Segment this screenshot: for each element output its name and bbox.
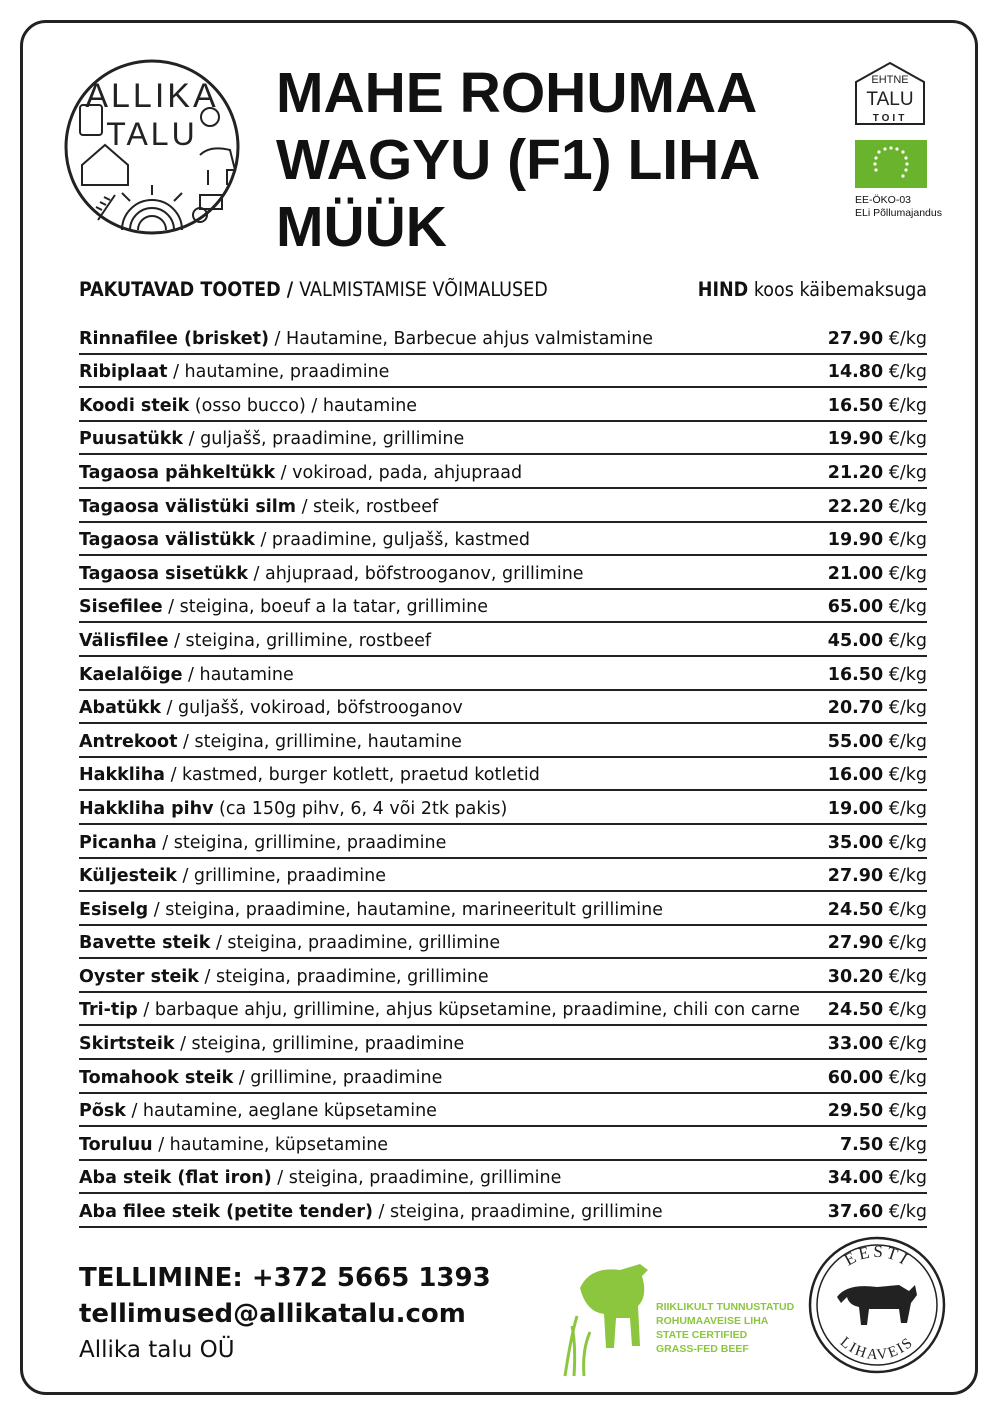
product-cell — [79, 665, 294, 685]
price-unit: €/kg — [883, 966, 927, 987]
column-headers — [79, 278, 927, 308]
options-label: VALMISTAMISE VÕIMALUSED — [299, 278, 548, 301]
product-price: 24.50 — [827, 1000, 884, 1021]
product-options: / steigina, boeuf a la tatar, grillimine — [162, 597, 488, 618]
table-row — [79, 590, 927, 624]
table-row — [79, 657, 927, 691]
price-cell — [828, 597, 927, 617]
contact-block — [79, 1260, 491, 1368]
table-row — [79, 1094, 927, 1128]
table-row — [79, 455, 927, 489]
logo-text-talu: TALU — [106, 116, 198, 152]
allika-talu-logo — [60, 45, 245, 250]
table-row — [79, 825, 927, 859]
product-cell — [79, 463, 522, 483]
table-row — [79, 523, 927, 557]
badge-talu: TALU — [866, 89, 914, 110]
product-options: / grillimine, praadimine — [176, 866, 387, 887]
product-options: / guljašš, vokiroad, böfstrooganov — [160, 698, 463, 719]
page-title — [276, 60, 796, 261]
grass-fed-label — [656, 1300, 794, 1356]
product-name: Tagaosa välistüki silm — [79, 496, 296, 517]
svg-text:EESTI — [841, 1242, 914, 1270]
price-unit: €/kg — [883, 866, 927, 887]
price-unit: €/kg — [883, 1034, 927, 1055]
product-options: / guljašš, praadimine, grillimine — [183, 429, 465, 450]
product-price: 19.90 — [827, 530, 884, 551]
price-header — [698, 278, 927, 301]
product-cell — [79, 1202, 663, 1222]
price-cell — [828, 1168, 927, 1188]
product-name: Skirtsteik — [79, 1034, 175, 1055]
product-price: 14.80 — [827, 362, 884, 383]
price-unit: €/kg — [883, 1168, 927, 1189]
product-cell — [79, 564, 584, 584]
price-unit: €/kg — [883, 1067, 927, 1088]
product-name: Abatükk — [79, 698, 161, 719]
price-cell — [828, 698, 927, 718]
table-row — [79, 691, 927, 725]
price-unit: €/kg — [883, 933, 927, 954]
price-unit: €/kg — [883, 765, 927, 786]
product-name: Ribiplaat — [79, 362, 168, 383]
product-name: Oyster steik — [79, 966, 199, 987]
price-unit: €/kg — [883, 1000, 927, 1021]
product-options: / grillimine, praadimine — [233, 1067, 443, 1088]
product-options: (osso bucco) / hautamine — [189, 395, 418, 416]
price-cell — [828, 866, 927, 886]
price-unit: €/kg — [883, 798, 927, 819]
product-cell — [79, 362, 389, 382]
product-options: / ahjupraad, böfstrooganov, grillimine — [247, 563, 584, 584]
table-row — [79, 1161, 927, 1195]
product-options: / Hautamine, Barbecue ahjus valmistamine — [268, 328, 654, 349]
title-line-3: MÜÜK — [276, 195, 447, 259]
eco-certification — [855, 194, 942, 220]
product-price: 16.50 — [827, 664, 884, 685]
product-cell — [79, 497, 438, 517]
price-unit: €/kg — [883, 362, 927, 383]
price-cell — [828, 396, 927, 416]
eco-code: EE-ÖKO-03 — [855, 194, 912, 206]
product-price: 34.00 — [827, 1168, 884, 1189]
product-price: 19.00 — [827, 798, 884, 819]
logo-text-allika: ALLIKA — [85, 77, 219, 115]
product-options: / steigina, grillimine, praadimine — [174, 1034, 465, 1055]
product-price: 60.00 — [827, 1067, 884, 1088]
price-unit: €/kg — [883, 1101, 927, 1122]
product-cell — [79, 429, 464, 449]
price-cell — [828, 833, 927, 853]
table-row — [79, 1194, 927, 1228]
product-cell — [79, 1135, 388, 1155]
table-row — [79, 926, 927, 960]
price-cell — [828, 631, 927, 651]
bull-icon — [837, 1285, 917, 1325]
product-name: Hakkliha — [79, 765, 165, 786]
product-options: / hautamine — [182, 664, 294, 685]
table-row — [79, 623, 927, 657]
product-cell — [79, 1034, 464, 1054]
product-name: Välisfilee — [79, 630, 169, 651]
grass-line-2: ROHUMAAVEISE LIHA — [656, 1315, 769, 1327]
grass-line-3: STATE CERTIFIED — [656, 1329, 748, 1341]
product-options: / kastmed, burger kotlett, praetud kotletid — [165, 765, 540, 786]
price-unit: €/kg — [883, 664, 927, 685]
product-options: / steigina, praadimine, hautamine, marineeritult grillimine — [148, 899, 663, 920]
badge-ehtne: EHTNE — [871, 74, 909, 86]
table-row — [79, 355, 927, 389]
price-unit: €/kg — [883, 1134, 927, 1155]
product-price: 35.00 — [827, 832, 884, 853]
price-cell — [828, 429, 927, 449]
product-cell — [79, 967, 489, 987]
product-name: Tri-tip — [79, 1000, 138, 1021]
price-cell — [828, 765, 927, 785]
product-cell — [79, 732, 462, 752]
product-name: Tagaosa välistükk — [79, 530, 255, 551]
product-options: / hautamine, aeglane küpsetamine — [125, 1101, 437, 1122]
product-name: Koodi steik — [79, 395, 190, 416]
product-price: 30.20 — [827, 966, 884, 987]
table-row — [79, 1026, 927, 1060]
price-cell — [828, 1068, 927, 1088]
price-cell — [828, 933, 927, 953]
product-price: 33.00 — [827, 1034, 884, 1055]
price-cell — [840, 1135, 927, 1155]
product-name: Sisefilee — [79, 597, 163, 618]
price-cell — [828, 497, 927, 517]
price-cell — [828, 1101, 927, 1121]
price-list — [79, 321, 927, 1228]
product-price: 45.00 — [827, 630, 884, 651]
price-unit: €/kg — [883, 429, 927, 450]
company-name: Allika talu OÜ — [79, 1337, 235, 1363]
eco-org: ELi Põllumajandus — [855, 207, 942, 219]
price-unit: €/kg — [883, 899, 927, 920]
table-row — [79, 724, 927, 758]
product-price: 22.20 — [827, 496, 884, 517]
price-cell — [828, 530, 927, 550]
product-price: 65.00 — [827, 597, 884, 618]
product-cell — [79, 799, 507, 819]
product-price: 19.90 — [827, 429, 884, 450]
price-cell — [828, 1000, 927, 1020]
product-name: Puusatükk — [79, 429, 184, 450]
table-row — [79, 859, 927, 893]
product-options: / praadimine, guljašš, kastmed — [254, 530, 531, 551]
price-unit: €/kg — [883, 395, 927, 416]
product-cell — [79, 1101, 437, 1121]
price-cell — [828, 900, 927, 920]
order-email[interactable]: tellimused@allikatalu.com — [79, 1299, 466, 1329]
table-row — [79, 959, 927, 993]
price-unit: €/kg — [883, 530, 927, 551]
product-name: Tagaosa sisetükk — [79, 563, 248, 584]
product-options: / hautamine, praadimine — [167, 362, 390, 383]
table-row — [79, 422, 927, 456]
price-cell — [828, 362, 927, 382]
price-cell — [828, 564, 927, 584]
product-name: Bavette steik — [79, 933, 211, 954]
table-row — [79, 321, 927, 355]
price-cell — [828, 1034, 927, 1054]
product-name: Picanha — [79, 832, 157, 853]
product-price: 24.50 — [827, 899, 884, 920]
product-cell — [79, 631, 431, 651]
product-price: 27.90 — [827, 933, 884, 954]
table-row — [79, 1127, 927, 1161]
product-name: Antrekoot — [79, 731, 178, 752]
price-cell — [828, 732, 927, 752]
product-cell — [79, 866, 386, 886]
product-name: Tomahook steik — [79, 1067, 234, 1088]
seal-bottom-text: LIHAVEIS — [836, 1334, 918, 1364]
product-options: (ca 150g pihv, 6, 4 või 2tk pakis) — [213, 798, 508, 819]
product-price: 55.00 — [827, 731, 884, 752]
price-unit: €/kg — [883, 630, 927, 651]
product-name: Põsk — [79, 1101, 126, 1122]
table-row — [79, 993, 927, 1027]
product-cell — [79, 698, 463, 718]
product-options: / steigina, grillimine, praadimine — [156, 832, 447, 853]
cow-icon — [200, 148, 235, 185]
price-unit: €/kg — [883, 832, 927, 853]
product-name: Esiselg — [79, 899, 149, 920]
product-options: / steigina, grillimine, hautamine — [177, 731, 462, 752]
product-options: / steik, rostbeef — [296, 496, 439, 517]
price-cell — [828, 463, 927, 483]
table-row — [79, 489, 927, 523]
product-options: / steigina, praadimine, grillimine — [198, 966, 489, 987]
product-options: / steigina, praadimine, grillimine — [372, 1202, 663, 1223]
seal-top-text: EESTI — [840, 1241, 914, 1270]
product-name: Hakkliha pihv — [79, 798, 214, 819]
product-price: 37.60 — [827, 1202, 884, 1223]
product-name: Küljesteik — [79, 866, 177, 887]
price-label: HIND — [697, 278, 749, 301]
table-row — [79, 388, 927, 422]
price-cell — [828, 665, 927, 685]
title-line-2: WAGYU (F1) LIHA — [276, 128, 761, 192]
grass-line-4: GRASS-FED BEEF — [656, 1343, 749, 1355]
product-price: 29.50 — [827, 1101, 884, 1122]
product-cell — [79, 329, 653, 349]
product-options: / vokiroad, pada, ahjupraad — [275, 462, 523, 483]
table-row — [79, 758, 927, 792]
price-unit: €/kg — [883, 563, 927, 584]
product-cell — [79, 1068, 442, 1088]
product-price: 21.20 — [827, 462, 884, 483]
price-unit: €/kg — [883, 597, 927, 618]
product-options: / hautamine, küpsetamine — [152, 1134, 389, 1155]
header-separator: / — [280, 278, 300, 301]
title-line-1: MAHE ROHUMAA — [276, 61, 758, 125]
product-name: Kaelalõige — [79, 664, 183, 685]
product-options: / steigina, grillimine, rostbeef — [168, 630, 432, 651]
product-cell — [79, 933, 500, 953]
table-row — [79, 791, 927, 825]
price-unit: €/kg — [883, 1202, 927, 1223]
products-header — [79, 278, 548, 301]
order-phone[interactable]: TELLIMINE: +372 5665 1393 — [79, 1263, 491, 1293]
product-price: 20.70 — [827, 698, 884, 719]
price-unit: €/kg — [883, 731, 927, 752]
product-options: / steigina, praadimine, grillimine — [271, 1168, 562, 1189]
product-price: 27.90 — [827, 866, 884, 887]
table-row — [79, 892, 927, 926]
product-cell — [79, 833, 446, 853]
table-row — [79, 1060, 927, 1094]
price-unit: €/kg — [883, 698, 927, 719]
product-name: Aba steik (flat iron) — [79, 1168, 272, 1189]
price-cell — [828, 329, 927, 349]
product-name: Toruluu — [79, 1134, 153, 1155]
product-cell — [79, 396, 417, 416]
product-options: / steigina, praadimine, grillimine — [210, 933, 501, 954]
product-price: 16.00 — [827, 765, 884, 786]
product-cell — [79, 1000, 800, 1020]
product-name: Rinnafilee (brisket) — [79, 328, 269, 349]
product-options: / barbaque ahju, grillimine, ahjus küpsetamine, praadimine, chili con carne — [137, 1000, 800, 1021]
product-price: 7.50 — [839, 1134, 884, 1155]
products-label: PAKUTAVAD TOOTED — [79, 278, 281, 301]
price-unit: €/kg — [883, 496, 927, 517]
product-name: Aba filee steik (petite tender) — [79, 1202, 373, 1223]
grass-line-1: RIIKLIKULT TUNNUSTATUD — [656, 1301, 795, 1313]
price-unit: €/kg — [883, 462, 927, 483]
price-cell — [828, 799, 927, 819]
ehtne-talu-toit-badge — [853, 60, 927, 126]
product-cell — [79, 1168, 561, 1188]
product-price: 21.00 — [827, 563, 884, 584]
eesti-lihaveis-seal — [807, 1235, 947, 1375]
eu-organic-leaf-icon — [855, 140, 927, 188]
product-cell — [79, 765, 540, 785]
price-cell — [828, 1202, 927, 1222]
product-cell — [79, 530, 530, 550]
product-price: 27.90 — [827, 328, 884, 349]
product-cell — [79, 900, 663, 920]
table-row — [79, 556, 927, 590]
product-name: Tagaosa pähkeltükk — [79, 462, 276, 483]
product-price: 16.50 — [827, 395, 884, 416]
badge-toit: TOIT — [872, 113, 908, 124]
price-unit: €/kg — [883, 328, 927, 349]
svg-text:LIHAVEIS — [837, 1334, 917, 1363]
price-note: koos käibemaksuga — [748, 278, 927, 301]
product-cell — [79, 597, 488, 617]
price-cell — [828, 967, 927, 987]
